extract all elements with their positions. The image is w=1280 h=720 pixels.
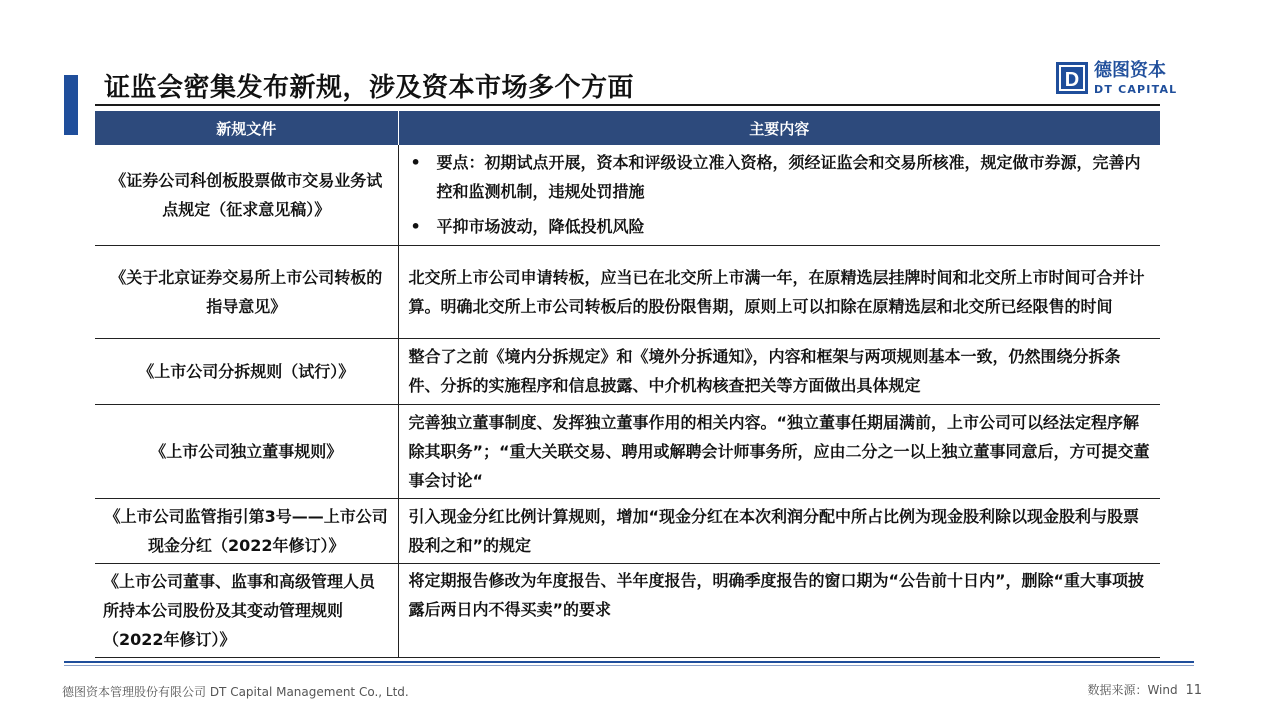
footer-divider [64,661,1194,663]
table-row [95,563,1160,657]
content-cell: 引入现金分红比例计算规则，增加“现金分红在本次利润分配中所占比例为现金股利除以现金股利与股票股利之和”的规定 [398,498,1160,563]
regulations-table [95,111,1160,658]
footer-company: 德图资本管理股份有限公司 DT Capital Management Co., Ltd. [62,685,409,699]
table-row [95,145,1160,245]
company-logo [1056,62,1180,98]
table-row [95,498,1160,563]
table-row [95,338,1160,404]
content-cell: 将定期报告修改为年度报告、半年度报告，明确季度报告的窗口期为“公告前十日内”，删除“重大事项披露后两日内不得买卖”的要求 [398,563,1160,657]
content-cell [398,145,1160,245]
document-cell: 《上市公司独立董事规则》 [95,404,398,498]
header-content: 主要内容 [398,111,1160,145]
title-underline [95,104,1160,106]
title-accent-bar [64,75,78,135]
svg-text:D: D [1064,69,1080,91]
table-header-row [95,111,1160,145]
page-title: 证监会密集发布新规，涉及资本市场多个方面 [104,73,635,103]
content-cell: 北交所上市公司申请转板，应当已在北交所上市满一年，在原精选层挂牌时间和北交所上市时间可合并计算。明确北交所上市公司转板后的股份限售期，原则上可以扣除在原精选层和北交所已经限售的时间 [398,245,1160,338]
document-cell: 《证券公司科创板股票做市交易业务试点规定（征求意见稿）》 [95,145,398,245]
page-number: 11 [1185,683,1202,698]
document-cell: 《关于北京证券交易所上市公司转板的指导意见》 [95,245,398,338]
footer-source-and-page [1087,681,1202,698]
table-row [95,404,1160,498]
document-cell: 《上市公司董事、监事和高级管理人员所持本公司股份及其变动管理规则（2022年修订）》 [95,563,398,657]
data-source: 数据来源：Wind [1087,683,1178,697]
footer-divider-thin [64,665,1194,666]
bullet-item: • 要点：初期试点开展，资本和评级设立准入资格，须经证监会和交易所核准，规定做市券源，完善内控和监测机制，违规处罚措施 [409,148,1151,206]
bullet-item: • 平抑市场波动，降低投机风险 [409,212,1151,241]
bullet-list [409,148,1151,241]
content-cell: 完善独立董事制度、发挥独立董事作用的相关内容。“独立董事任期届满前，上市公司可以经法定程序解除其职务”；“重大关联交易、聘用或解聘会计师事务所，应由二分之一以上独立董事同意后，方可提交董事会讨论“ [398,404,1160,498]
content-cell: 整合了之前《境内分拆规定》和《境外分拆通知》，内容和框架与两项规则基本一致，仍然围绕分拆条件、分拆的实施程序和信息披露、中介机构核查把关等方面做出具体规定 [398,338,1160,404]
table-row [95,245,1160,338]
document-cell: 《上市公司分拆规则（试行）》 [95,338,398,404]
logo-chinese-name: 德图资本 [1094,60,1166,81]
document-cell: 《上市公司监管指引第3号——上市公司现金分红（2022年修订）》 [95,498,398,563]
logo-english-name: DT CAPITAL [1094,83,1178,96]
header-document: 新规文件 [95,111,398,145]
dt-logo-icon [1056,62,1088,94]
